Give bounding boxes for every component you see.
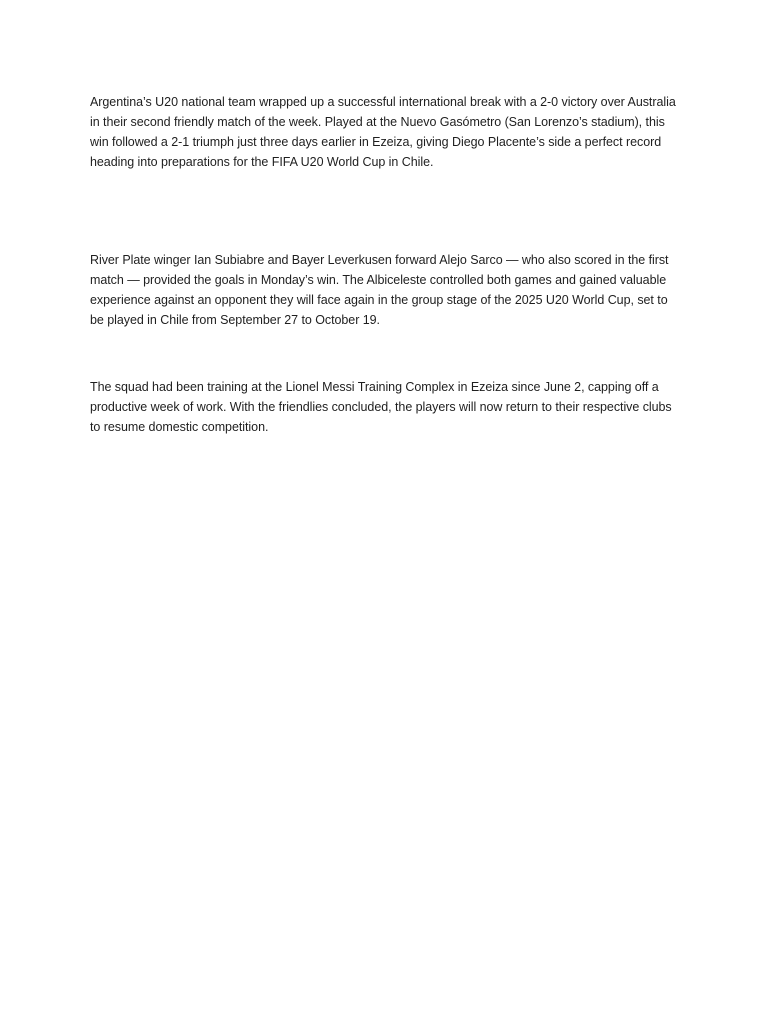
paragraph-1: Argentina’s U20 national team wrapped up a successful international break with a 2-0 victory over Australia in their second friendly match of the week. Played at the Nuevo Gasómetro (San Lorenzo’s stadium), this win followed a 2-1 triumph just three days earlier in Ezeiza, giving Diego Placente’s side a perfect record heading into preparations for the FIFA U20 World Cup in Chile. — [90, 95, 676, 169]
paragraph-2: River Plate winger Ian Subiabre and Bayer Leverkusen forward Alejo Sarco — who also scored in the first match — provided the goals in Monday’s win. The Albiceleste controlled both games and gained valuable experience against an opponent they will face again in the group stage of the 2025 U20 World Cup, set to be played in Chile from September 27 to October 19. — [90, 253, 669, 327]
paragraph-3: The squad had been training at the Lionel Messi Training Complex in Ezeiza since June 2, capping off a productive week of work. With the friendlies concluded, the players will now return to their respective clubs to resume domestic competition. — [90, 380, 672, 434]
